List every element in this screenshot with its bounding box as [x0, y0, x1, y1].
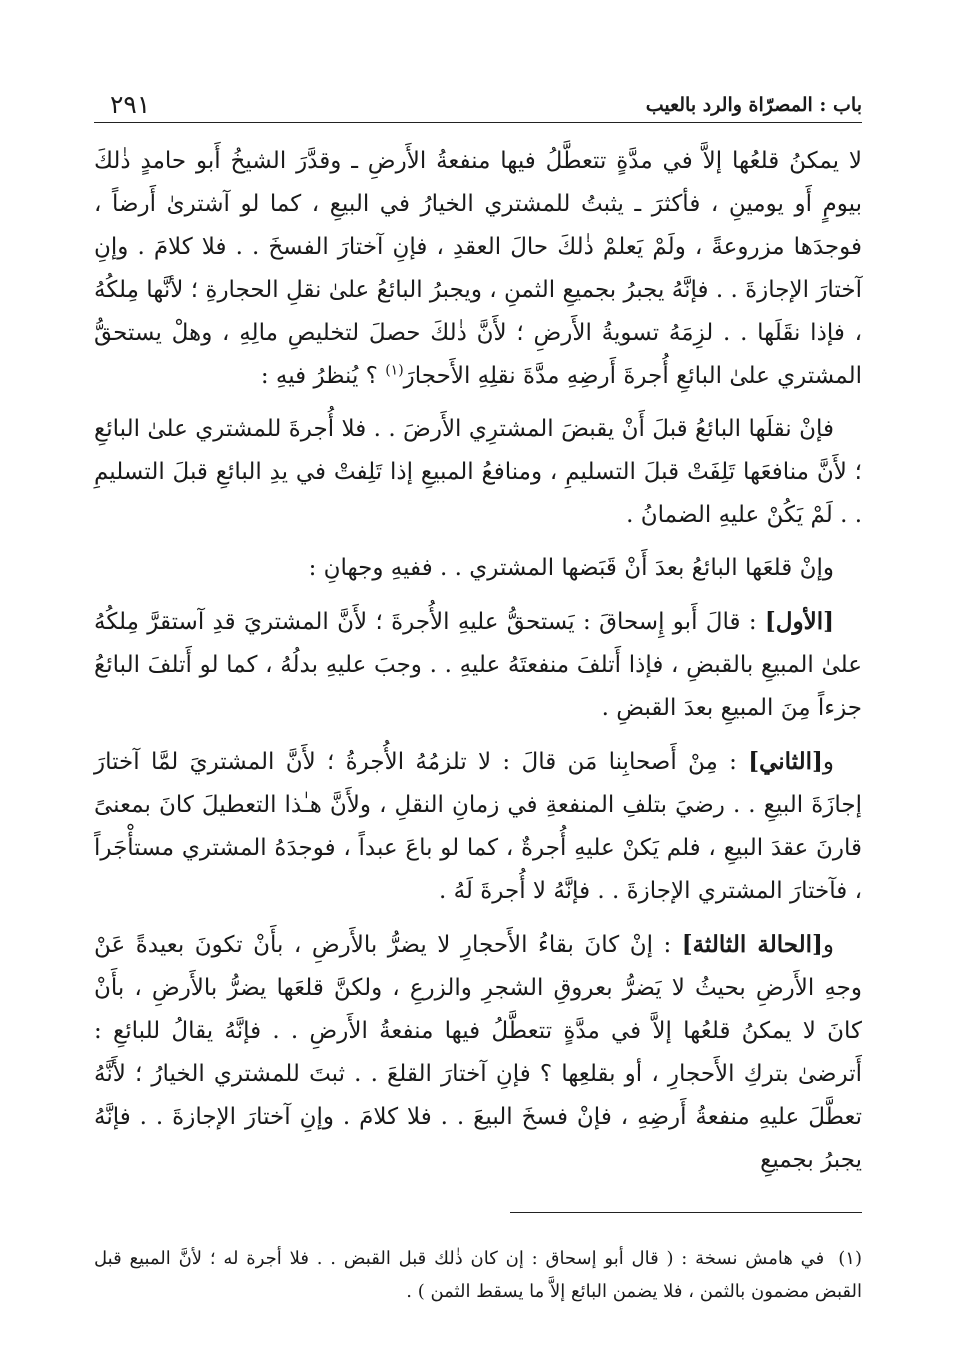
- paragraph-text: وإنْ قلعَها البائعُ بعدَ أَنْ قَبَضها المشتري . . ففيهِ وجهانِ :: [308, 555, 834, 581]
- section-label: [الثاني]: [748, 748, 823, 775]
- page-number: ٢٩١: [110, 90, 151, 119]
- paragraph-6: [94, 923, 862, 1182]
- paragraph-prefix: و: [822, 932, 834, 958]
- paragraph-text: ؟ يُنظرُ فيهِ :: [260, 363, 386, 389]
- footnote: [94, 1242, 862, 1308]
- paragraph-prefix: و: [822, 749, 834, 775]
- paragraph-text: فإنْ نقلَها البائعُ قبلَ أَنْ يقبضَ المشترِي الأَرضَ . . فلا أُجرةَ للمشتري علىٰ البائعِ ؛ لأَنَّ منافعَها تَلِفَتْ قبلَ التسليمِ ، ومنافعُ المبيعِ إذا تَلِفتْ في يدِ البائعِ قبلَ التسليمِ . . لَمْ يَكُنْ عليهِ الضمانُ .: [94, 416, 862, 528]
- page-header: [94, 92, 862, 123]
- paragraph-text: : مِنْ أَصحابِنا مَن قالَ : لا تلزمُهُ الأُجرةُ ؛ لأَنَّ المشتريَ لمَّا آختارَ إجازَةَ البيعِ . . رضيَ بتلفِ المنفعةِ في زمانِ النقلِ ، ولأَنَّ هـٰذا التعطيلَ كانَ بمعنىً قارنَ عقدَ البيعِ ، فلم يَكنْ عليهِ أُجرةٌ ، كما لو باعَ عبداً ، فوجدَهُ المشتري مستأْجَراً ، فآختارَ المشتري الإجازةَ . . فإنَّهُ لا أُجرةَ لَهُ .: [94, 749, 862, 904]
- section-label: [الأول]: [764, 608, 834, 635]
- footnote-number: (١): [838, 1248, 862, 1269]
- main-text: [94, 140, 862, 1192]
- paragraph-3: [94, 547, 862, 590]
- section-label: [الحالة الثالثة]: [681, 931, 823, 958]
- paragraph-text: : إنْ كانَ بقاءُ الأَحجارِ لا يضرُّ بالأَرضِ ، بأَنْ تكونَ بعيدةً عَنْ وجهِ الأَرضِ بحيثُ لا يَضرُّ بعروقِ الشجرِ والزرعِ ، ولكنَّ قلعَها يضرُّ بالأَرضِ ، بأَنْ كانَ لا يمكنُ قلعُها إلاَّ في مدَّةٍ تتعطَّلُ فيها منفعةُ الأَرضِ . . فإنَّهُ يقالُ للبائعِ : أَترضىٰ بتركِ الأَحجارِ ، أو بقلعِها ؟ فإنِ آختارَ القلعَ . . ثبتَ للمشتري الخيارُ ؛ لأَنَّهُ تعطَّلَ عليهِ منفعةُ أَرضِهِ ، فإنْ فسخَ البيعَ . . فلا كلامَ . وإنِ آختارَ الإجازةَ . . فإنَّهُ يجبرُ بجميعِ: [94, 932, 862, 1173]
- paragraph-text: لا يمكنُ قلعُها إلاَّ في مدَّةٍ تتعطَّلُ فيها منفعةُ الأَرضِ ـ وقدَّرَ الشيخُ أَبو حامدٍ ذٰلكَ بيومٍ أَو يومينِ ، فأكثرَ ـ يثبتُ للمشتري الخيارُ في البيعِ ، كما لو آشترىٰ أَرضاً ، فوجدَها مزروعةً ، ولَمْ يَعلمْ ذٰلكَ حالَ العقدِ ، فإنِ آختارَ الفسخَ . . فلا كلامَ . وإنِ آختارَ الإجازةَ . . فإنَّهُ يجبرُ بجميعِ الثمنِ ، ويجبرُ البائعُ علىٰ نقلِ الحجارةِ ؛ لأنَّها مِلكُهُ ، فإذا نقَلَها . . لزِمَهُ تسويةُ الأَرضِ ؛ لأَنَّ ذٰلكَ حصلَ لتخليصِ مالِهِ ، وهلْ يستحقُّ المشتري علىٰ البائعِ أُجرةَ أَرضِهِ مدَّةَ نقلِهِ الأَحجارَ: [94, 148, 862, 389]
- running-head: باب : المصرّاة والرد بالعيب: [645, 94, 862, 116]
- paragraph-2: [94, 408, 862, 537]
- paragraph-1: [94, 140, 862, 398]
- paragraph-text: : قالَ أَبو إِسحاقَ : يَستحقُّ عليهِ الأُجرةَ ؛ لأَنَّ المشتريَ قدِ آستقرَّ مِلكُهُ علىٰ المبيعِ بالقبضِ ، فإذا أَتلفَ منفعتَهُ عليهِ . . وجبَ عليهِ بدلُهُ ، كما لو أَتلفَ البائعُ جزءاً مِنَ المبيعِ بعدَ القبضِ .: [94, 609, 862, 721]
- paragraph-4: [94, 600, 862, 730]
- paragraph-5: [94, 740, 862, 913]
- footnote-text: في هامش نسخة : ( قال أبو إسحاق : إن كان ذٰلك قبل القبض . . فلا أجرة له ؛ لأنَّ المبيع قبل القبض مضمون بالثمن ، فلا يضمن البائع إلاَّ ما يسقط الثمن ) .: [94, 1248, 862, 1302]
- footnote-divider: [510, 1212, 862, 1213]
- footnote-reference: (١): [385, 362, 404, 379]
